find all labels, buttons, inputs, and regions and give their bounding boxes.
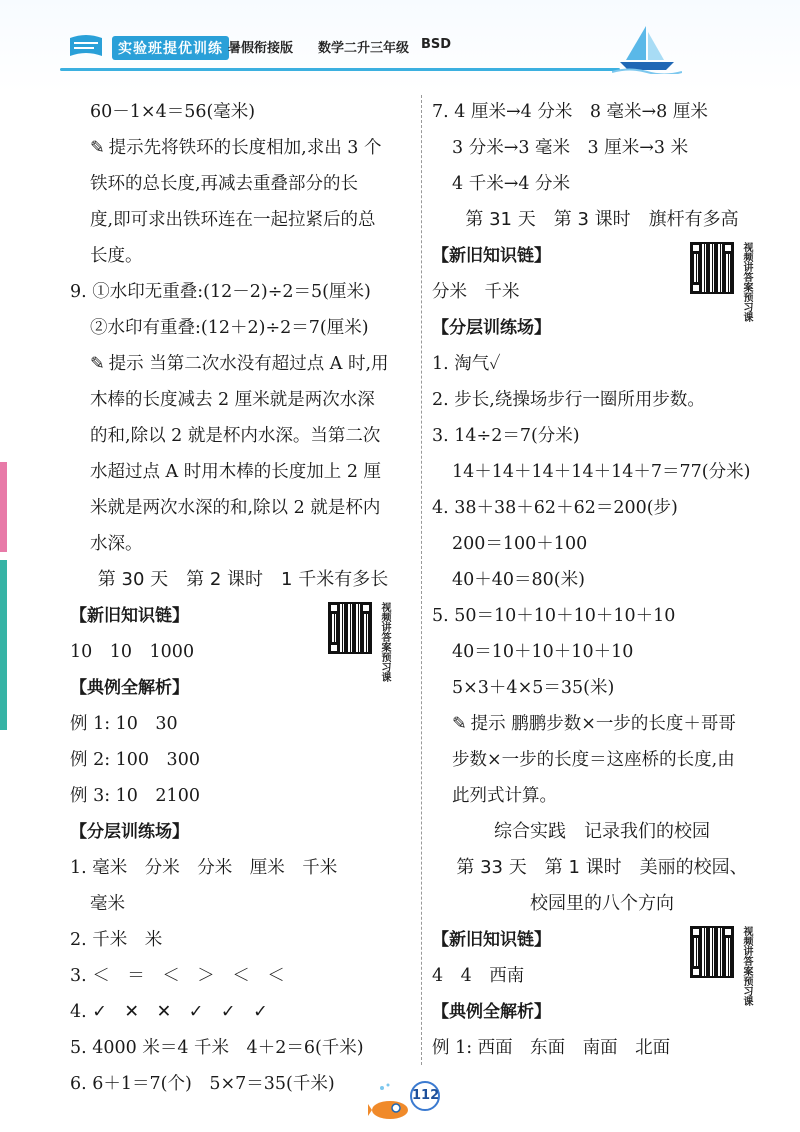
answer-line: 4. 38＋38＋62＋62＝200(步): [432, 498, 678, 518]
answer-line: 例 3: 10 2100: [70, 786, 200, 806]
tip-icon: ✎: [452, 714, 467, 734]
right-column: [432, 94, 772, 1066]
answer-line: 2. 步长,绕操场步行一圈所用步数。: [432, 390, 705, 410]
tip-line: 铁环的总长度,再减去重叠部分的长: [90, 174, 359, 194]
tip-line: 步数×一步的长度＝这座桥的长度,由: [452, 750, 735, 770]
submarine-fish-icon: [368, 1082, 416, 1122]
page-header: [0, 0, 800, 92]
answer-line: 40＝10＋10＋10＋10: [452, 642, 634, 662]
lesson-heading-cont: 校园里的八个方向: [530, 893, 674, 914]
answer-line: 6. 6＋1＝7(个) 5×7＝35(千米): [70, 1074, 335, 1094]
answer-line: 毫米: [90, 894, 125, 914]
tip-line: 长度。: [90, 246, 143, 266]
page-number: 112: [410, 1081, 440, 1111]
book-logo-icon: [66, 30, 106, 64]
lesson-heading: 第 30 天 第 2 课时 1 千米有多长: [97, 569, 389, 590]
answer-line: 200＝100＋100: [452, 534, 588, 554]
answer-line: 10 10 1000: [70, 642, 195, 662]
brand-title: 实验班提优训练: [112, 36, 229, 60]
tip-line: ✎ 提示 当第二次水没有超过点 A 时,用: [90, 354, 389, 374]
section-heading: 【典例全解析】: [70, 678, 189, 698]
qr-code-icon[interactable]: [690, 926, 752, 1006]
answer-line: 5. 4000 米＝4 千米 4＋2＝6(千米): [70, 1038, 364, 1058]
answer-line: 14＋14＋14＋14＋14＋7＝77(分米): [452, 462, 751, 482]
side-tab-teal: [0, 560, 7, 730]
subject-label: 数学二升三年级: [318, 41, 410, 56]
lesson-heading: 第 33 天 第 1 课时 美丽的校园、: [456, 857, 748, 878]
header-rule: [60, 68, 620, 71]
answer-line: 9. ①水印无重叠:(12－2)÷2＝5(厘米): [70, 282, 371, 302]
tip-icon: ✎: [90, 138, 105, 158]
publisher-code: BSD: [421, 37, 452, 52]
answer-line: 4. ✓ ✕ ✕ ✓ ✓ ✓: [70, 1002, 268, 1022]
answer-line: 例 1: 10 30: [70, 714, 178, 734]
qr-label: 视频讲答案预习课: [741, 242, 752, 322]
tip-icon: ✎: [90, 354, 105, 374]
side-tab-pink: [0, 462, 7, 552]
column-divider: [421, 95, 422, 1065]
tip-line: 木棒的长度减去 2 厘米就是两次水深: [90, 390, 375, 410]
qr-label: 视频讲答案预习课: [741, 926, 752, 1006]
tip-line: ✎ 提示先将铁环的长度相加,求出 3 个: [90, 138, 382, 158]
answer-line: ②水印有重叠:(12＋2)÷2＝7(厘米): [90, 318, 369, 338]
qr-code-icon[interactable]: [328, 602, 390, 682]
qr-code-icon[interactable]: [690, 242, 752, 322]
answer-line: 60－1×4＝56(毫米): [90, 102, 256, 122]
answer-line: 4 千米→4 分米: [452, 174, 571, 194]
answer-line: 4 4 西南: [432, 966, 525, 986]
tip-line: 度,即可求出铁环连在一起拉紧后的总: [90, 210, 376, 230]
lesson-heading: 第 31 天 第 3 课时 旗杆有多高: [465, 209, 739, 230]
answer-line: 3. ＜ ＝ ＜ ＞ ＜ ＜: [70, 966, 285, 986]
answer-line: 1. 淘气✓: [432, 354, 501, 374]
tip-line: 的和,除以 2 就是杯内水深。当第二次: [90, 426, 381, 446]
answer-line: 例 1: 西面 东面 南面 北面: [432, 1038, 671, 1058]
answer-line: 例 2: 100 300: [70, 750, 200, 770]
answer-line: 5×3＋4×5＝35(米): [452, 678, 615, 698]
section-heading: 【分层训练场】: [432, 318, 551, 338]
answer-line: 分米 千米: [432, 282, 520, 302]
answer-line: 3. 14÷2＝7(分米): [432, 426, 580, 446]
section-heading: 【分层训练场】: [70, 822, 189, 842]
tip-line: 此列式计算。: [452, 786, 557, 806]
answer-line: 2. 千米 米: [70, 930, 163, 950]
answer-line: 1. 毫米 分米 分米 厘米 千米: [70, 858, 338, 878]
answer-line: 7. 4 厘米→4 分米 8 毫米→8 厘米: [432, 102, 708, 122]
section-heading: 【新旧知识链】 视频讲答案预习课: [432, 242, 752, 322]
tip-line: 水超过点 A 时用木棒的长度加上 2 厘: [90, 462, 382, 482]
left-column: [70, 94, 416, 1102]
unit-heading: 综合实践 记录我们的校园: [494, 821, 710, 842]
section-heading: 【典例全解析】: [432, 1002, 551, 1022]
section-heading: 【新旧知识链】 视频讲答案预习课: [70, 602, 390, 682]
tip-line: 米就是两次水深的和,除以 2 就是杯内: [90, 498, 381, 518]
answer-line: 3 分米→3 毫米 3 厘米→3 米: [452, 138, 689, 158]
tip-line: 水深。: [90, 534, 143, 554]
sailboat-icon: [612, 22, 682, 74]
edition-label: 暑假衔接版: [228, 41, 294, 56]
answer-line: 5. 50＝10＋10＋10＋10＋10: [432, 606, 676, 626]
qr-label: 视频讲答案预习课: [379, 602, 390, 682]
section-heading: 【新旧知识链】 视频讲答案预习课: [432, 926, 752, 1006]
answer-line: 40＋40＝80(米): [452, 570, 585, 590]
tip-line: ✎ 提示 鹏鹏步数×一步的长度＋哥哥: [452, 714, 736, 734]
